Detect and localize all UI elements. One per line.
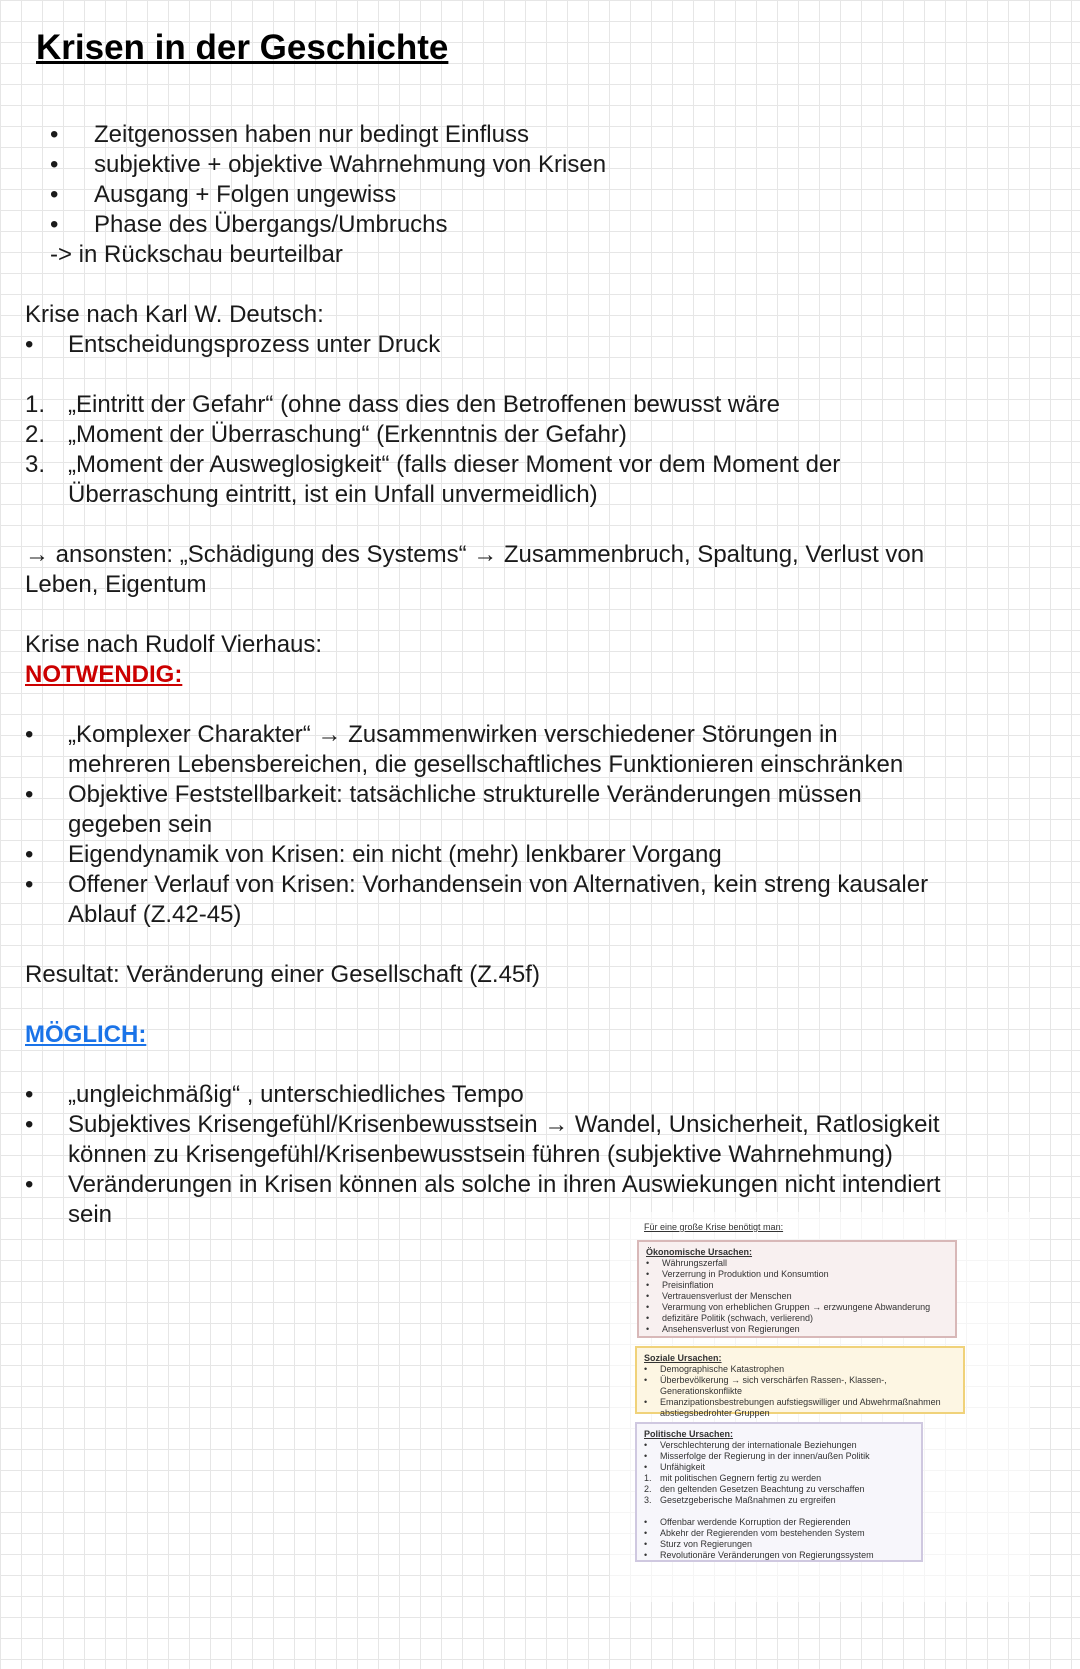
cause-item <box>646 1280 948 1291</box>
deutsch-otherwise-1: → ansonsten: „Schädigung des Systems“ → Zusammenbruch, Spaltung, Verlust von <box>25 541 925 568</box>
cause-item <box>646 1269 948 1280</box>
text-line: „Eintritt der Gefahr“ (ohne dass dies den Betroffenen bewusst wäre <box>68 391 780 418</box>
text-line: „Moment der Überraschung“ (Erkenntnis der Gefahr) <box>68 421 627 448</box>
text-line: „Moment der Ausweglosigkeit“ (falls dieser Moment vor dem Moment der <box>68 451 841 478</box>
text-line: mehreren Lebensbereichen, die gesellschaftliches Funktionieren einschränken <box>68 751 904 778</box>
bullet-icon: • <box>25 1171 34 1198</box>
item-text: Preisinflation <box>662 1280 714 1290</box>
cause-item <box>644 1517 914 1528</box>
text-line: gegeben sein <box>68 811 213 838</box>
item-marker: • <box>646 1313 650 1323</box>
cause-item <box>644 1495 914 1506</box>
list-item <box>25 120 1055 150</box>
cause-item <box>644 1364 956 1375</box>
item-marker: • <box>644 1440 648 1450</box>
item-marker: • <box>644 1550 648 1560</box>
cause-item <box>644 1440 914 1451</box>
item-text: Verarmung von erheblichen Gruppen → erzwungene Abwanderung <box>662 1302 931 1312</box>
list-item <box>25 150 1055 180</box>
list-item-text <box>68 780 862 840</box>
item-marker: • <box>644 1375 648 1385</box>
list-item <box>25 180 1055 210</box>
bullet-icon: • <box>25 1081 34 1108</box>
list-item <box>25 780 1055 840</box>
item-marker: 1. <box>644 1473 652 1483</box>
item-text: den geltenden Gesetzen Beachtung zu verschaffen <box>660 1484 865 1494</box>
step-number: 2. <box>25 421 46 448</box>
document-body <box>25 120 1055 1230</box>
item-text: Überbevölkerung → sich verschärfen Rassen-, Klassen-, Generationskonflikte <box>660 1375 887 1396</box>
list-item-text <box>68 1080 524 1110</box>
vierhaus-heading: Krise nach Rudolf Vierhaus: <box>25 631 323 658</box>
list-item-text <box>68 420 627 450</box>
item-text: Offenbar werdende Korruption der Regierenden <box>660 1517 851 1527</box>
result-text: Resultat: Veränderung einer Gesellschaft (Z.45f) <box>25 961 540 988</box>
cause-item <box>644 1375 956 1397</box>
item-text: defizitäre Politik (schwach, verlierend) <box>662 1313 814 1323</box>
page-title: Krisen in der Geschichte <box>36 28 449 67</box>
item-text: Vertrauensverlust der Menschen <box>662 1291 792 1301</box>
item-text: Demographische Katastrophen <box>660 1364 785 1374</box>
list-item-text <box>68 450 840 510</box>
list-item <box>25 1080 1055 1110</box>
list-item <box>25 420 1055 450</box>
item-text: Sturz von Regierungen <box>660 1539 753 1549</box>
cause-item <box>644 1506 914 1517</box>
text-line: Überraschung eintritt, ist ein Unfall unvermeidlich) <box>68 481 598 508</box>
deutsch-bullet: • Entscheidungsprozess unter Druck <box>25 331 441 358</box>
cause-item <box>644 1528 914 1539</box>
bullet-icon: • <box>25 781 34 808</box>
item-marker: • <box>646 1269 650 1279</box>
cause-item <box>644 1462 914 1473</box>
step-number: 1. <box>25 391 46 418</box>
text-line: Ablauf (Z.42-45) <box>68 901 242 928</box>
cause-item <box>646 1324 948 1335</box>
item-marker: • <box>644 1364 648 1374</box>
cause-item <box>644 1473 914 1484</box>
possible-label: MÖGLICH: <box>25 1021 147 1048</box>
bullet-icon: • <box>50 151 59 178</box>
list-item-text <box>68 1110 940 1170</box>
list-item <box>25 840 1055 870</box>
item-marker: • <box>644 1517 648 1527</box>
list-item <box>25 450 1055 510</box>
item-text: mit politischen Gegnern fertig zu werden <box>660 1473 822 1483</box>
item-text: Währungszerfall <box>662 1258 728 1268</box>
item-text: Unfähigkeit <box>660 1462 706 1472</box>
bullet-icon: • <box>50 121 59 148</box>
item-marker: • <box>646 1291 650 1301</box>
list-item <box>25 1110 1055 1170</box>
item-marker: • <box>644 1397 648 1407</box>
deutsch-heading: Krise nach Karl W. Deutsch: <box>25 301 324 328</box>
item-text: Abkehr der Regierenden vom bestehenden System <box>660 1528 865 1538</box>
cause-item <box>646 1313 948 1324</box>
text-line: „Komplexer Charakter“ → Zusammenwirken verschiedener Störungen in <box>68 721 838 748</box>
list-item-text <box>68 870 928 930</box>
item-marker: • <box>644 1462 648 1472</box>
deutsch-steps <box>25 390 1055 510</box>
item-text: Ansehensverlust von Regierungen <box>662 1324 800 1334</box>
list-item <box>25 210 1055 240</box>
cause-item <box>646 1291 948 1302</box>
list-item-text: Ausgang + Folgen ungewiss <box>94 181 397 208</box>
deutsch-otherwise-2: Leben, Eigentum <box>25 571 207 598</box>
list-item <box>25 870 1055 930</box>
necessary-label: NOTWENDIG: <box>25 661 183 688</box>
cause-item <box>644 1397 956 1419</box>
bullet-icon: • <box>25 871 34 898</box>
list-item-text: subjektive + objektive Wahrnehmung von Krisen <box>94 151 607 178</box>
list-item-text <box>68 720 903 780</box>
item-marker: 3. <box>644 1495 652 1505</box>
bullet-icon: • <box>25 841 34 868</box>
item-marker: • <box>646 1324 650 1334</box>
text-line: Veränderungen in Krisen können als solche in ihren Auswiekungen nicht intendiert <box>68 1171 941 1198</box>
text-line: Objektive Feststellbarkeit: tatsächliche strukturelle Veränderungen müssen <box>68 781 862 808</box>
text-line: sein <box>68 1201 113 1228</box>
cause-item <box>644 1451 914 1462</box>
text-line: Subjektives Krisengefühl/Krisenbewusstsein → Wandel, Unsicherheit, Ratlosigkeit <box>68 1111 940 1138</box>
item-marker <box>644 1506 660 1517</box>
social-causes-box: Soziale Ursachen: • Demographische Katastrophen • Überbevölkerung → sich verschärfen Rassen-, Klassen-, Generationskonflikte • Emanzipationsbestrebungen aufstiegswilliger und Abwehrmaßnahmen abstiegsbedrohter Gruppen <box>635 1346 965 1414</box>
list-item <box>25 720 1055 780</box>
text-line: Eigendynamik von Krisen: ein nicht (mehr) lenkbarer Vorgang <box>68 841 722 868</box>
cause-item <box>644 1550 914 1561</box>
item-text: Emanzipationsbestrebungen aufstiegswilliger und Abwehrmaßnahmen abstiegsbedrohter Gruppen <box>660 1397 941 1418</box>
item-text: Misserfolge der Regierung in der innen/außen Politik <box>660 1451 870 1461</box>
economic-causes-box: Ökonomische Ursachen: • Währungszerfall • Verzerrung in Produktion und Konsumtion • Preisinflation • Vertrauensverlust der Menschen • Verarmung von erheblichen Gruppen → erzwungene Abwanderung • defizitäre Politik (schwach, verlierend) • Ansehensverlust von Regierungen <box>637 1240 957 1338</box>
item-text: Verschlechterung der internationale Beziehungen <box>660 1440 857 1450</box>
cause-item <box>646 1302 948 1313</box>
text-line: Offener Verlauf von Krisen: Vorhandensein von Alternativen, kein streng kausaler <box>68 871 929 898</box>
list-item <box>25 390 1055 420</box>
bullet-icon: • <box>25 1111 34 1138</box>
item-marker: • <box>646 1280 650 1290</box>
bullet-icon: • <box>50 181 59 208</box>
list-item-text: Zeitgenossen haben nur bedingt Einfluss <box>94 121 529 148</box>
cause-item <box>644 1484 914 1495</box>
cause-item <box>646 1258 948 1269</box>
item-marker: • <box>646 1302 650 1312</box>
cause-item <box>644 1539 914 1550</box>
item-marker: • <box>644 1539 648 1549</box>
item-marker: • <box>644 1528 648 1538</box>
item-marker: 2. <box>644 1484 652 1494</box>
list-item-text <box>68 390 780 420</box>
figure-caption: Für eine große Krise benötigt man: <box>644 1222 784 1232</box>
necessary-list <box>25 720 1055 930</box>
political-causes-box: Politische Ursachen: • Verschlechterung der internationale Beziehungen • Misserfolge der Regierung in der innen/außen Politik • Unfähigkeit 1. mit politischen Gegnern fertig zu werden 2. den geltenden Gesetzen Beachtung zu verschaffen 3. Gesetzgeberische Maßnahmen zu ergreifen • Offenbar werdende Korruption der Regierenden • Abkehr der Regierenden vom bestehenden System • Sturz von Regierungen • Revolutionäre Veränderungen von Regierungssystem <box>635 1422 923 1562</box>
item-text: Verzerrung in Produktion und Konsumtion <box>662 1269 829 1279</box>
item-text: Revolutionäre Veränderungen von Regierungssystem <box>660 1550 874 1560</box>
bullet-icon: • <box>25 721 34 748</box>
text-line: können zu Krisengefühl/Krisenbewusstsein führen (subjektive Wahrnehmung) <box>68 1141 893 1168</box>
bullet-icon: • <box>50 211 59 238</box>
item-marker: • <box>644 1451 648 1461</box>
list-item-text <box>68 840 722 870</box>
intro-bullets <box>25 120 1055 240</box>
intro-conclusion: -> in Rückschau beurteilbar <box>50 241 343 268</box>
item-marker: • <box>646 1258 650 1268</box>
list-item-text: Phase des Übergangs/Umbruchs <box>94 211 448 238</box>
text-line: „ungleichmäßig“ , unterschiedliches Tempo <box>68 1081 524 1108</box>
step-number: 3. <box>25 451 46 478</box>
causes-figure <box>610 1212 1030 1602</box>
possible-list <box>25 1080 1055 1230</box>
item-text: Gesetzgeberische Maßnahmen zu ergreifen <box>660 1495 836 1505</box>
